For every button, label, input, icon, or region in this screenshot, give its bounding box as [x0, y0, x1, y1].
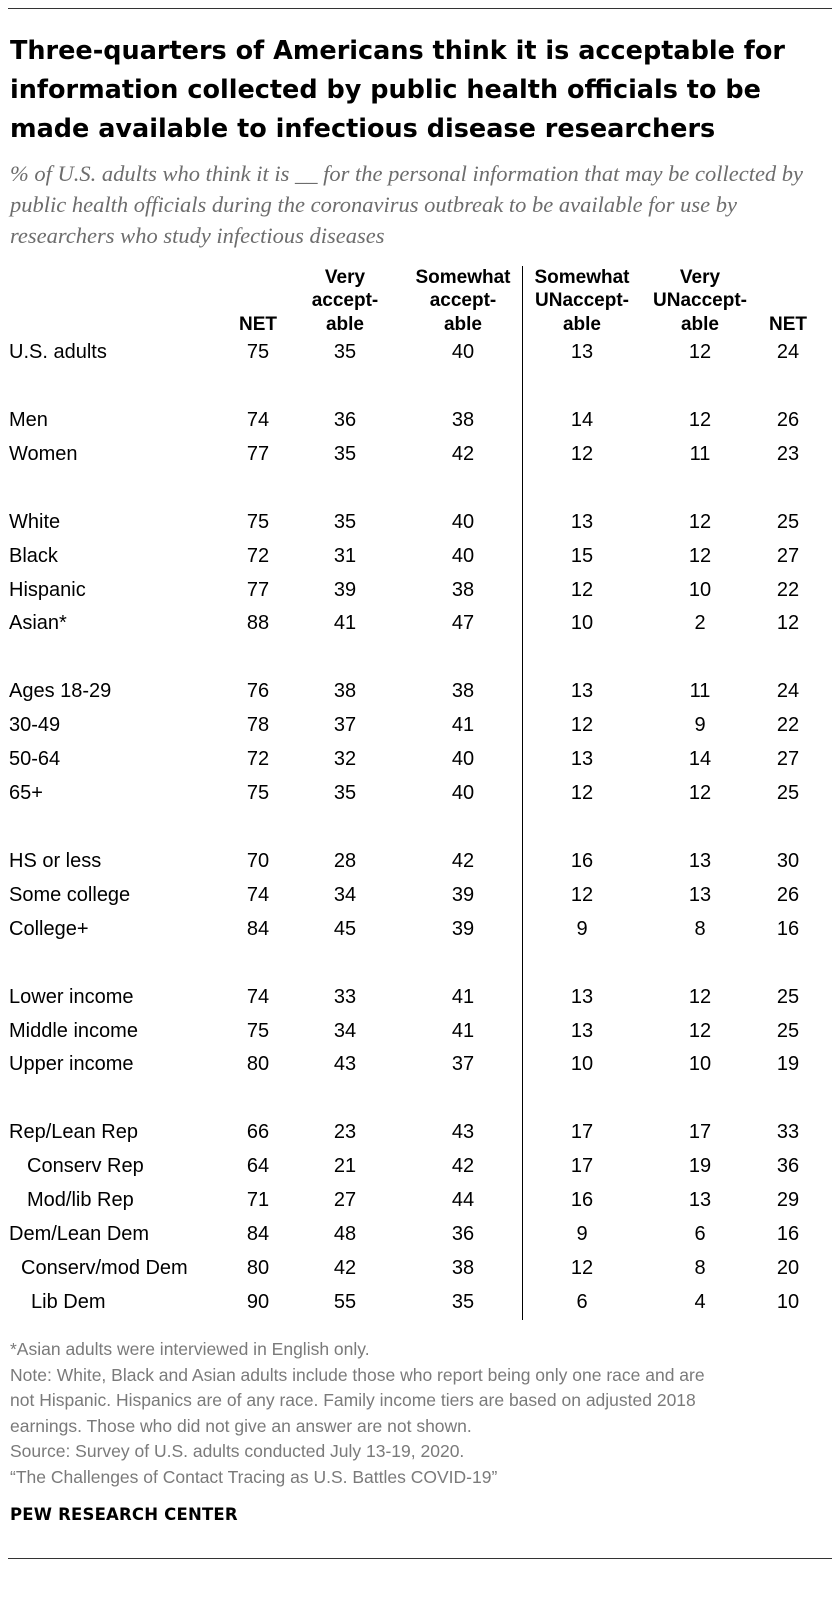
chart-subtitle: % of U.S. adults who think it is __ for the personal information that may be collected by public health officials during the coronavirus outbreak to be available for use by researchers who study infectious diseases — [10, 161, 804, 248]
cell-net-acc: 77 — [246, 442, 270, 465]
cell-some-acc: 40 — [451, 748, 475, 771]
col-header-line: NET — [239, 313, 277, 335]
row-label: Upper income — [9, 1053, 134, 1076]
note-asian: *Asian adults were interviewed in English only. — [10, 1339, 370, 1359]
cell-net-unacc: 16 — [776, 917, 800, 940]
cell-net-acc: 80 — [246, 1256, 270, 1279]
cell-net-acc: 74 — [246, 883, 270, 906]
row-label: U.S. adults — [9, 341, 107, 363]
cell-very-acc: 38 — [333, 680, 357, 703]
cell-some-unacc: 12 — [570, 442, 594, 465]
cell-net-acc: 74 — [246, 985, 270, 1008]
cell-some-unacc: 12 — [570, 883, 594, 906]
cell-some-acc: 38 — [451, 578, 475, 601]
cell-very-unacc: 13 — [688, 1189, 712, 1212]
cell-some-acc: 40 — [451, 782, 475, 804]
cell-net-unacc: 16 — [776, 1223, 800, 1245]
cell-some-unacc: 9 — [576, 1223, 588, 1245]
cell-net-unacc: 24 — [776, 680, 800, 703]
cell-some-acc: 38 — [451, 680, 475, 703]
cell-very-acc: 34 — [333, 883, 357, 906]
cell-net-unacc: 26 — [776, 883, 800, 906]
row-label: HS or less — [9, 849, 102, 872]
cell-very-acc: 42 — [333, 1256, 357, 1279]
cell-very-unacc: 17 — [688, 1121, 712, 1144]
cell-very-unacc: 13 — [688, 883, 712, 906]
cell-very-acc: 28 — [333, 849, 357, 872]
cell-some-acc: 41 — [451, 1019, 475, 1042]
cell-very-acc: 31 — [333, 544, 357, 567]
row-label: Ages 18-29 — [9, 680, 112, 703]
row-label: Conserv/mod Dem — [21, 1256, 188, 1279]
cell-some-unacc: 13 — [570, 985, 594, 1008]
col-header-line: Somewhat — [534, 266, 630, 288]
cell-very-acc: 23 — [333, 1121, 357, 1144]
cell-net-unacc: 30 — [776, 849, 800, 872]
cell-very-unacc: 12 — [688, 544, 712, 567]
cell-very-acc: 48 — [333, 1223, 357, 1245]
cell-very-acc: 43 — [333, 1053, 357, 1076]
col-header-net-acc — [228, 313, 288, 337]
cell-net-acc: 76 — [246, 680, 270, 703]
cell-very-unacc: 12 — [688, 341, 712, 363]
cell-some-acc: 41 — [451, 985, 475, 1008]
col-header-some-acc — [407, 266, 519, 337]
col-header-line: Very — [679, 266, 721, 288]
note-line-2: not Hispanic. Hispanics are of any race. Family income tiers are based on adjusted 2018 — [10, 1390, 696, 1410]
column-divider — [522, 266, 523, 1320]
cell-some-acc: 39 — [451, 917, 475, 940]
cell-very-unacc: 14 — [688, 748, 712, 771]
chart-title: Three-quarters of Americans think it is acceptable for information collected by public health officials to be made available to infectious disease researchers — [10, 36, 785, 144]
cell-some-acc: 38 — [451, 408, 475, 431]
cell-some-unacc: 9 — [576, 917, 588, 940]
cell-net-unacc: 29 — [776, 1189, 800, 1212]
cell-some-acc: 37 — [451, 1053, 475, 1076]
cell-some-acc: 41 — [451, 714, 475, 737]
note-line-3: earnings. Those who did not give an answer are not shown. — [10, 1415, 472, 1436]
cell-some-acc: 42 — [451, 849, 475, 872]
cell-some-acc: 43 — [451, 1121, 475, 1144]
notes — [10, 1337, 830, 1490]
cell-very-unacc: 12 — [688, 782, 712, 804]
cell-net-unacc: 27 — [776, 748, 800, 771]
row-label: White — [9, 510, 61, 533]
cell-net-acc: 84 — [246, 917, 270, 940]
cell-some-acc: 40 — [451, 510, 475, 533]
cell-net-acc: 75 — [246, 782, 270, 804]
col-header-line: able — [325, 313, 365, 335]
cell-net-acc: 88 — [246, 612, 270, 635]
cell-very-unacc: 9 — [694, 714, 706, 737]
cell-some-unacc: 13 — [570, 510, 594, 533]
cell-net-acc: 74 — [246, 408, 270, 431]
cell-very-unacc: 2 — [694, 612, 706, 635]
cell-net-acc: 75 — [246, 1019, 270, 1042]
cell-net-acc: 78 — [246, 714, 270, 737]
col-header-line: able — [562, 313, 602, 335]
col-header-line: NET — [769, 313, 807, 335]
cell-some-unacc: 15 — [570, 544, 594, 567]
cell-very-acc: 35 — [333, 510, 357, 533]
cell-some-acc: 36 — [451, 1223, 475, 1245]
cell-very-unacc: 12 — [688, 1019, 712, 1042]
cell-some-unacc: 12 — [570, 578, 594, 601]
row-label: Mod/lib Rep — [27, 1189, 134, 1212]
cell-net-acc: 72 — [246, 544, 270, 567]
row-label: Conserv Rep — [27, 1155, 144, 1178]
row-label: Lower income — [9, 985, 134, 1008]
cell-net-unacc: 25 — [776, 985, 800, 1008]
cell-very-unacc: 8 — [694, 1256, 706, 1279]
cell-very-acc: 35 — [333, 341, 357, 363]
cell-some-unacc: 17 — [570, 1121, 594, 1144]
col-header-line: Somewhat — [415, 266, 511, 288]
cell-some-unacc: 16 — [570, 1189, 594, 1212]
cell-some-unacc: 12 — [570, 1256, 594, 1279]
cell-very-unacc: 10 — [688, 1053, 712, 1076]
cell-very-acc: 33 — [333, 985, 357, 1008]
row-label: Black — [9, 544, 58, 567]
top-rule — [8, 8, 832, 9]
cell-some-acc: 35 — [451, 1290, 475, 1313]
cell-very-acc: 32 — [333, 748, 357, 771]
cell-very-unacc: 12 — [688, 510, 712, 533]
cell-very-acc: 37 — [333, 714, 357, 737]
cell-some-unacc: 14 — [570, 408, 594, 431]
report-title-line: “The Challenges of Contact Tracing as U.S. Battles COVID-19” — [10, 1466, 498, 1487]
cell-net-unacc: 19 — [776, 1053, 800, 1076]
cell-very-unacc: 8 — [694, 917, 706, 940]
cell-some-unacc: 13 — [570, 1019, 594, 1042]
col-header-line: able — [680, 313, 720, 335]
row-label: Women — [9, 442, 78, 465]
cell-very-unacc: 13 — [688, 849, 712, 872]
col-header-line: UNaccept- — [535, 290, 629, 311]
row-label: Rep/Lean Rep — [9, 1121, 138, 1144]
cell-very-acc: 21 — [333, 1155, 357, 1178]
cell-net-unacc: 22 — [776, 714, 800, 737]
cell-very-acc: 27 — [333, 1189, 357, 1212]
row-label: 50-64 — [9, 748, 61, 771]
cell-some-acc: 40 — [451, 544, 475, 567]
cell-some-unacc: 16 — [570, 849, 594, 872]
cell-net-unacc: 27 — [776, 544, 800, 567]
cell-very-acc: 36 — [333, 408, 357, 431]
cell-net-unacc: 25 — [776, 782, 800, 804]
col-header-line: able — [443, 313, 483, 335]
col-header-line: accept- — [311, 290, 379, 311]
cell-net-acc: 75 — [246, 341, 270, 363]
cell-very-acc: 41 — [333, 612, 357, 635]
col-header-line: Very — [324, 266, 366, 288]
cell-some-acc: 42 — [451, 1155, 475, 1178]
cell-net-unacc: 20 — [776, 1256, 800, 1279]
cell-net-unacc: 10 — [776, 1290, 800, 1313]
cell-net-unacc: 25 — [776, 1019, 800, 1042]
cell-some-unacc: 17 — [570, 1155, 594, 1178]
cell-very-acc: 34 — [333, 1019, 357, 1042]
row-label: Some college — [9, 883, 131, 906]
cell-some-unacc: 13 — [570, 341, 594, 363]
col-header-very-unacc — [644, 266, 756, 337]
cell-net-acc: 66 — [246, 1121, 270, 1144]
cell-net-unacc: 25 — [776, 510, 800, 533]
cell-very-acc: 45 — [333, 917, 357, 940]
col-header-net-unacc — [758, 313, 818, 337]
cell-net-unacc: 23 — [776, 442, 800, 465]
cell-net-acc: 75 — [246, 510, 270, 533]
cell-very-unacc: 4 — [694, 1290, 706, 1313]
cell-some-acc: 39 — [451, 883, 475, 906]
cell-net-unacc: 12 — [776, 612, 800, 635]
cell-net-acc: 71 — [246, 1189, 270, 1212]
cell-very-acc: 35 — [333, 442, 357, 465]
cell-net-unacc: 36 — [776, 1155, 800, 1178]
cell-very-acc: 35 — [333, 782, 357, 804]
cell-some-acc: 44 — [451, 1189, 475, 1212]
row-label: 30-49 — [9, 714, 61, 737]
cell-net-acc: 70 — [246, 849, 270, 872]
cell-net-acc: 77 — [246, 578, 270, 601]
cell-some-unacc: 6 — [576, 1290, 588, 1313]
cell-very-acc: 39 — [333, 578, 357, 601]
row-label: College+ — [9, 917, 89, 940]
cell-some-unacc: 13 — [570, 680, 594, 703]
cell-some-acc: 47 — [451, 612, 475, 635]
cell-some-acc: 38 — [451, 1256, 475, 1279]
cell-some-acc: 40 — [451, 341, 475, 363]
cell-net-acc: 64 — [246, 1155, 270, 1178]
cell-very-unacc: 19 — [688, 1155, 712, 1178]
cell-some-unacc: 10 — [570, 612, 594, 635]
cell-net-acc: 90 — [246, 1290, 270, 1313]
cell-very-unacc: 12 — [688, 408, 712, 431]
cell-very-unacc: 6 — [694, 1223, 706, 1245]
row-label: Dem/Lean Dem — [9, 1223, 150, 1245]
row-label: Lib Dem — [31, 1290, 106, 1313]
source-line: Source: Survey of U.S. adults conducted July 13-19, 2020. — [10, 1441, 465, 1461]
row-label: Middle income — [9, 1019, 138, 1042]
bottom-rule — [8, 1558, 832, 1559]
cell-net-unacc: 26 — [776, 408, 800, 431]
cell-some-unacc: 13 — [570, 748, 594, 771]
row-label: Hispanic — [9, 578, 86, 601]
cell-net-acc: 72 — [246, 748, 270, 771]
col-header-line: UNaccept- — [653, 290, 747, 311]
row-label: 65+ — [9, 782, 43, 804]
brand-logo-text: PEW RESEARCH CENTER — [10, 1505, 238, 1524]
note-line-1: Note: White, Black and Asian adults include those who report being only one race and are — [10, 1364, 705, 1385]
cell-some-acc: 42 — [451, 442, 475, 465]
cell-net-unacc: 22 — [776, 578, 800, 601]
cell-some-unacc: 12 — [570, 714, 594, 737]
row-label: Asian* — [9, 612, 67, 635]
cell-net-acc: 84 — [246, 1223, 270, 1245]
cell-net-acc: 80 — [246, 1053, 270, 1076]
cell-very-unacc: 10 — [688, 578, 712, 601]
row-label: Men — [9, 408, 48, 431]
cell-net-unacc: 33 — [776, 1121, 800, 1144]
col-header-line: accept- — [429, 290, 497, 311]
cell-very-unacc: 12 — [688, 985, 712, 1008]
cell-very-unacc: 11 — [689, 442, 711, 465]
cell-some-unacc: 10 — [570, 1053, 594, 1076]
col-header-very-acc — [305, 266, 385, 337]
cell-very-acc: 55 — [333, 1290, 357, 1313]
col-header-some-unacc — [526, 266, 638, 337]
cell-some-unacc: 12 — [570, 782, 594, 804]
cell-net-unacc: 24 — [776, 341, 800, 363]
cell-very-unacc: 11 — [689, 680, 711, 703]
